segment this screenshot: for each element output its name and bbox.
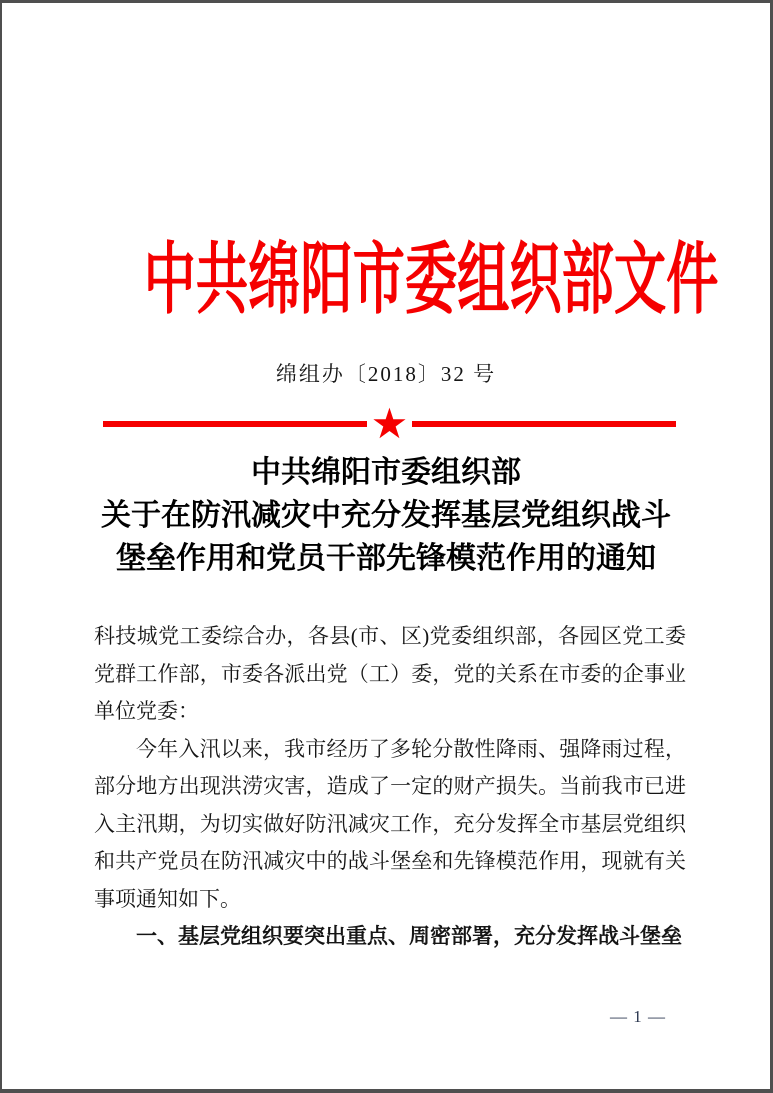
document-title-line-2: 关于在防汛减灾中充分发挥基层党组织战斗 xyxy=(101,499,671,532)
body-paragraph-1: 今年入汛以来，我市经历了多轮分散性降雨、强降雨过程，部分地方出现洪涝灾害，造成了一定的财产损失。当前我市已进入主汛期，为切实做好防汛减灾工作，充分发挥全市基层党组织和共产党员在防汛减灾中的战斗堡垒和先锋模范作用，现就有关事项通知如下。 xyxy=(94,736,686,911)
recipients-paragraph: 科技城党工委综合办，各县(市、区)党委组织部，各园区党工委党群工作部，市委各派出党（工）委，党的关系在市委的企事业单位党委： xyxy=(94,624,686,723)
document-body xyxy=(94,618,686,956)
letterhead xyxy=(2,236,770,323)
document-title-line-1: 中共绵阳市委组织部 xyxy=(251,456,521,489)
letterhead-title: 中共绵阳市委组织部文件 xyxy=(143,236,719,323)
page-number: — 1 — xyxy=(610,1007,666,1026)
document-title xyxy=(2,451,770,580)
document-number: 绵组办〔2018〕32 号 xyxy=(275,362,497,386)
rule-left-segment xyxy=(103,421,367,427)
rule-right-segment xyxy=(412,421,676,427)
red-separator-rule xyxy=(103,399,676,448)
section-heading-1: 一、基层党组织要突出重点、周密部署，充分发挥战斗堡垒 xyxy=(136,925,682,948)
document-title-line-3: 堡垒作用和党员干部先锋模范作用的通知 xyxy=(116,542,656,575)
star-icon: ★ xyxy=(370,399,409,448)
